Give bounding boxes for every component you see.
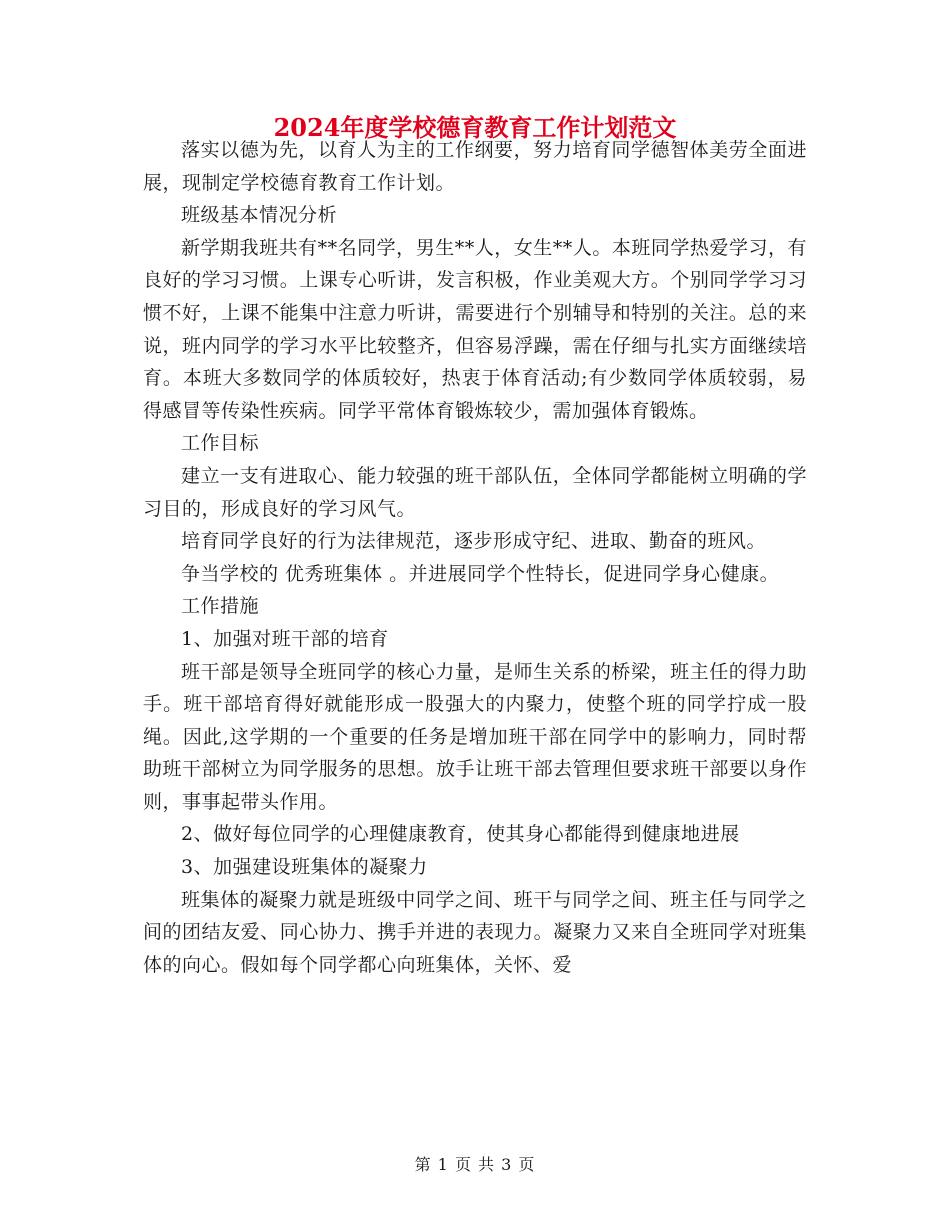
goal-paragraph-2: 培育同学良好的行为法律规范，逐步形成守纪、进取、勤奋的班风。 [181, 530, 767, 553]
section-heading-measures: 工作措施 [181, 595, 260, 618]
section-heading-goals: 工作目标 [181, 432, 260, 455]
measure-heading-3: 3、加强建设班集体的凝聚力 [181, 856, 428, 879]
section-heading-class-analysis: 班级基本情况分析 [181, 204, 338, 227]
class-analysis-paragraph: 新学期我班共有**名同学，男生**人，女生**人。本班同学热爱学习，有良好的学习习惯。上课专心听讲，发言积极，作业美观大方。个别同学学习习惯不好，上课不能集中注意力听讲，需要进行个别辅导和特别的关注。总的来说，班内同学的学习水平比较整齐，但容易浮躁，需在仔细与扎实方面继续培育。本班大多数同学的体质较好，热衷于体育活动;有少数同学体质较弱，易得感冒等传染性疾病。同学平常体育锻炼较少，需加强体育锻炼。 [143, 236, 807, 422]
document-body [143, 134, 807, 981]
measure-paragraph-1: 班干部是领导全班同学的核心力量，是师生关系的桥梁，班主任的得力助手。班干部培育得好就能形成一股强大的内聚力，使整个班的同学拧成一股绳。因此,这学期的一个重要的任务是增加班干部在同学中的影响力，同时帮助班干部树立为同学服务的思想。放手让班干部去管理但要求班干部要以身作则，事事起带头作用。 [143, 660, 807, 813]
document-title: 2024年度学校德育教育工作计划范文 [273, 113, 677, 142]
measure-heading-1: 1、加强对班干部的培育 [181, 627, 389, 650]
measure-heading-2: 2、做好每位同学的心理健康教育，使其身心都能得到健康地进展 [181, 823, 740, 846]
intro-paragraph: 落实以德为先，以育人为主的工作纲要，努力培育同学德智体美劳全面进展，现制定学校德育教育工作计划。 [143, 139, 807, 194]
page-number-footer: 第 1 页 共 3 页 [414, 1155, 536, 1174]
goal-paragraph-3: 争当学校的 优秀班集体 。并进展同学个性特长，促进同学身心健康。 [181, 562, 780, 585]
measure-paragraph-3: 班集体的凝聚力就是班级中同学之间、班干与同学之间、班主任与同学之间的团结友爱、同心协力、携手并进的表现力。凝聚力又来自全班同学对班集体的向心。假如每个同学都心向班集体，关怀、爱 [143, 888, 807, 976]
goal-paragraph-1: 建立一支有进取心、能力较强的班干部队伍，全体同学都能树立明确的学习目的，形成良好的学习风气。 [143, 464, 807, 520]
